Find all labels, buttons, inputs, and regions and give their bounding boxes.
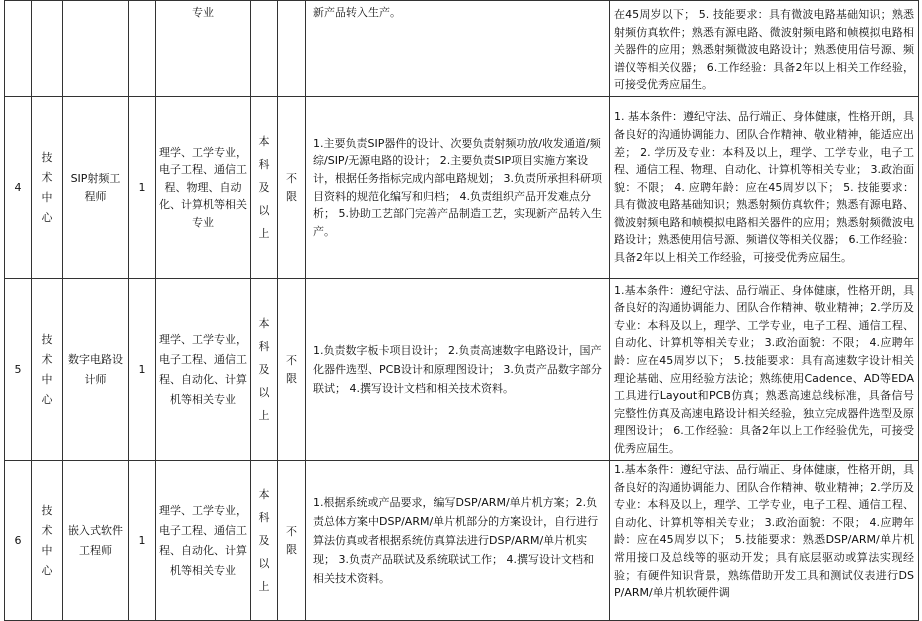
position-title: 嵌入式软件工程师 [63, 461, 129, 621]
age-requirement: 不限 [278, 461, 306, 621]
recruitment-table [4, 0, 919, 621]
headcount: 1 [129, 461, 156, 621]
major-requirement: 专业 [156, 1, 251, 97]
headcount [129, 1, 156, 97]
job-requirements: 1.基本条件：遵纪守法、品行端正、身体健康，性格开朗，具备良好的沟通协调能力、团队合作精神、敬业精神；2.学历及专业：本科及以上，理学、工学专业，电子工程、通信工程、自动化、计算机等相关专业； 3.政治面貌：不限； 4.应聘年龄：应在45周岁以下； 5.技能要求：熟悉DSP/ARM/单片机常用接口及总线等的驱动开发；具有底层驱动或算法实现经验；有硬件知识背景，熟练借助开发工具和测试仪表进行DSP/ARM/单片机软硬件调 [610, 461, 919, 621]
row-number: 4 [5, 97, 32, 279]
education-requirement [251, 1, 278, 97]
age-requirement: 不限 [278, 279, 306, 461]
position-title: SIP射频工程师 [63, 97, 129, 279]
major-requirement: 理学、工学专业，电子工程、通信工程、自动化、计算机等相关专业 [156, 279, 251, 461]
job-requirements: 1. 基本条件：遵纪守法、品行端正、身体健康，性格开朗，具备良好的沟通协调能力、团队合作精神、敬业精神，能适应出差； 2. 学历及专业：本科及以上，理学、工学专业，电子工程、通信工程、物理、自动化、计算机等相关专业； 3.政治面貌：不限； 4. 应聘年龄：应在45周岁以下； 5. 技能要求：具有微波电路基础知识；熟悉射频仿真软件；熟悉有源电路、微波射频电路和帧模拟电路相关器件的应用；熟悉射频微波电路设计；熟悉使用信号源、频谱仪等相关仪器； 6.工作经验：具备2年以上相关工作经验，可接受优秀应届生。 [610, 97, 919, 279]
age-requirement [278, 1, 306, 97]
education-requirement: 本科及以上 [251, 279, 278, 461]
education-requirement: 本科及以上 [251, 97, 278, 279]
major-requirement: 理学、工学专业，电子工程、通信工程、自动化、计算机等相关专业 [156, 461, 251, 621]
department-cell: 技术中心 [32, 279, 63, 461]
table-row [5, 279, 919, 461]
job-duties: 1.根据系统或产品要求，编写DSP/ARM/单片机方案；2.负责总体方案中DSP/ARM/单片机部分的方案设计，自行进行算法仿真或者根据系统仿真算法进行DSP/ARM/单片机实现； 3.负责产品联试及系统联试工作； 4.撰写设计文档和相关技术资料。 [306, 461, 610, 621]
table-row [5, 461, 919, 621]
age-requirement: 不限 [278, 97, 306, 279]
row-number: 5 [5, 279, 32, 461]
table-row [5, 97, 919, 279]
job-duties: 新产品转入生产。 [306, 1, 610, 97]
department-cell [32, 1, 63, 97]
row-number [5, 1, 32, 97]
job-duties: 1.主要负责SIP器件的设计、次要负责射频功放/收发通道/频综/SIP/无源电路的设计； 2.主要负责SIP项目实施方案设计，根据任务指标完成内部电路规划； 3.负责所承担科研项目资料的规范化编写和归档； 4.负责组织产品开发难点分析； 5.协助工艺部门完善产品制造工艺，实现新产品转入生产。 [306, 97, 610, 279]
row-number: 6 [5, 461, 32, 621]
position-title: 数字电路设计师 [63, 279, 129, 461]
job-requirements: 在45周岁以下； 5. 技能要求：具有微波电路基础知识；熟悉射频仿真软件；熟悉有源电路、微波射频电路和帧模拟电路相关器件的应用；熟悉射频微波电路设计；熟悉使用信号源、频谱仪等相关仪器； 6.工作经验：具备2年以上相关工作经验，可接受优秀应届生。 [610, 1, 919, 97]
education-requirement: 本科及以上 [251, 461, 278, 621]
major-requirement: 理学、工学专业，电子工程、通信工程、物理、自动化、计算机等相关专业 [156, 97, 251, 279]
job-requirements: 1.基本条件：遵纪守法、品行端正、身体健康，性格开朗，具备良好的沟通协调能力、团队合作精神、敬业精神；2.学历及专业：本科及以上，理学、工学专业，电子工程、通信工程、自动化、计算机等相关专业； 3.政治面貌：不限； 4.应聘年龄：应在45周岁以下； 5.技能要求：具有高速数字设计相关理论基础、应用经验方法论；熟练使用Cadence、AD等EDA工具进行Layout和PCB仿真；熟悉高速总线标准，具备信号完整性仿真及高速电路设计相关经验，独立完成器件选型及原理图设计； 6.工作经验：具备2年以上工作经验优先，可接受优秀应届生。 [610, 279, 919, 461]
headcount: 1 [129, 279, 156, 461]
job-duties: 1.负责数字板卡项目设计； 2.负责高速数字电路设计，国产化器件选型、PCB设计和原理图设计； 3.负责产品数字部分联试； 4.撰写设计文档和相关技术资料。 [306, 279, 610, 461]
department-cell: 技术中心 [32, 97, 63, 279]
position-title [63, 1, 129, 97]
department-cell: 技术中心 [32, 461, 63, 621]
headcount: 1 [129, 97, 156, 279]
table-row [5, 1, 919, 97]
